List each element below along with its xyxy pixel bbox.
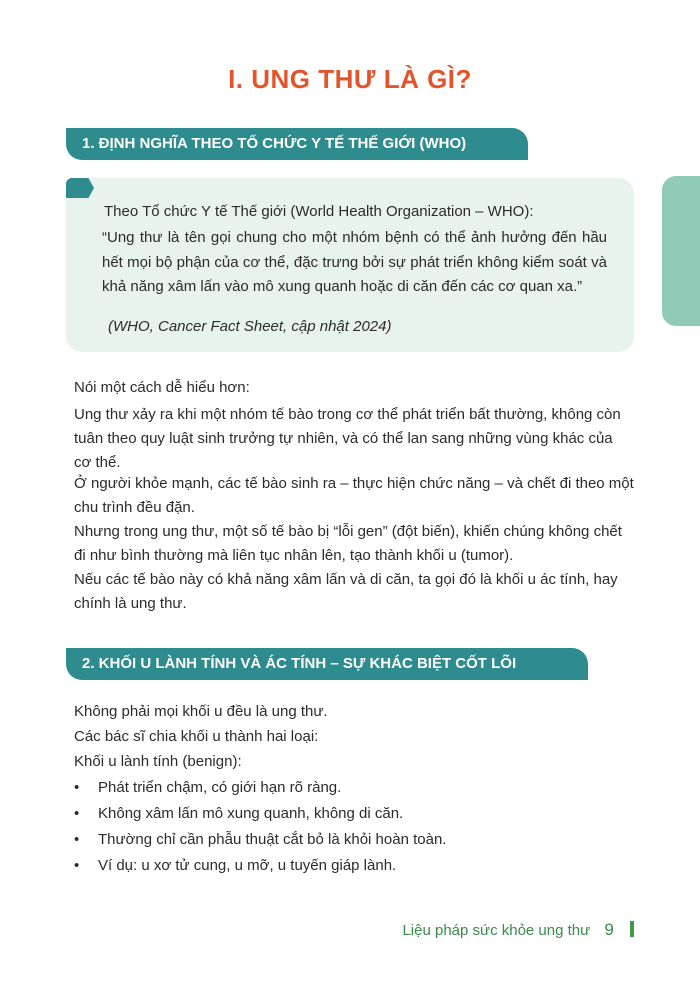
paragraph: Không phải mọi khối u đều là ung thư. [74, 703, 328, 720]
bullet-icon: • [74, 857, 80, 874]
section-2-heading-text: 2. KHỐI U LÀNH TÍNH VÀ ÁC TÍNH – SỰ KHÁC BIỆT CỐT LÕI [82, 655, 517, 672]
bullet-icon: • [74, 831, 80, 848]
list-item [74, 802, 403, 826]
list-item [74, 828, 446, 852]
quote-tab-icon [66, 178, 94, 198]
section-1-heading-text: 1. ĐỊNH NGHĨA THEO TỔ CHỨC Y TẾ THẾ GIỚI (WHO) [82, 135, 467, 152]
paragraph: Ở người khỏe mạnh, các tế bào sinh ra – thực hiện chức năng – và chết đi theo một chu trình đều đặn. [74, 475, 634, 516]
bullet-icon: • [74, 805, 80, 822]
section-1-heading [66, 128, 528, 160]
list-item-text: Không xâm lấn mô xung quanh, không di căn. [98, 805, 404, 822]
paragraph: Nhưng trong ung thư, một số tế bào bị “lỗi gen” (đột biến), khiến chúng không chết đi như bình thường mà liên tục nhân lên, tạo thành khối u (tumor). [74, 523, 622, 564]
list-item [74, 776, 341, 800]
list-item-text: Thường chỉ cần phẫu thuật cắt bỏ là khỏi hoàn toàn. [98, 831, 447, 848]
paragraph: Khối u lành tính (benign): [74, 753, 242, 770]
paragraph: Các bác sĩ chia khối u thành hai loại: [74, 728, 319, 745]
who-quote-box [66, 178, 634, 352]
paragraph: Nói một cách dễ hiểu hơn: [74, 379, 250, 396]
quote-body: “Ung thư là tên gọi chung cho một nhóm bệnh có thể ảnh hưởng đến hầu hết mọi bộ phận của cơ thể, đặc trưng bởi sự phát triển không kiểm soát và khả năng xâm lấn vào mô xung quanh hoặc di căn đến các cơ quan xa.” [102, 229, 607, 295]
paragraph: Nếu các tế bào này có khả năng xâm lấn và di căn, ta gọi đó là khối u ác tính, hay chính là ung thư. [74, 571, 618, 612]
paragraph: Ung thư xảy ra khi một nhóm tế bào trong cơ thể phát triển bất thường, không còn tuân theo quy luật sinh trưởng tự nhiên, và có thể lan sang những vùng khác của cơ thể. [74, 406, 621, 471]
quote-source: (WHO, Cancer Fact Sheet, cập nhật 2024) [108, 318, 392, 335]
section-2-heading [66, 648, 588, 680]
quote-intro: Theo Tổ chức Y tế Thế giới (World Health Organization – WHO): [104, 203, 534, 220]
footer-book-title: Liệu pháp sức khỏe ung thư [402, 922, 591, 939]
side-tab-marker [662, 176, 700, 326]
list-item-text: Ví dụ: u xơ tử cung, u mỡ, u tuyến giáp lành. [98, 857, 397, 874]
page-title: I. UNG THƯ LÀ GÌ? [228, 64, 472, 94]
bullet-icon: • [74, 779, 80, 796]
list-item-text: Phát triển chậm, có giới hạn rõ ràng. [98, 779, 342, 796]
page-number: 9 [604, 920, 614, 939]
footer-bar [630, 921, 634, 937]
list-item [74, 854, 396, 878]
page-footer [402, 920, 634, 940]
